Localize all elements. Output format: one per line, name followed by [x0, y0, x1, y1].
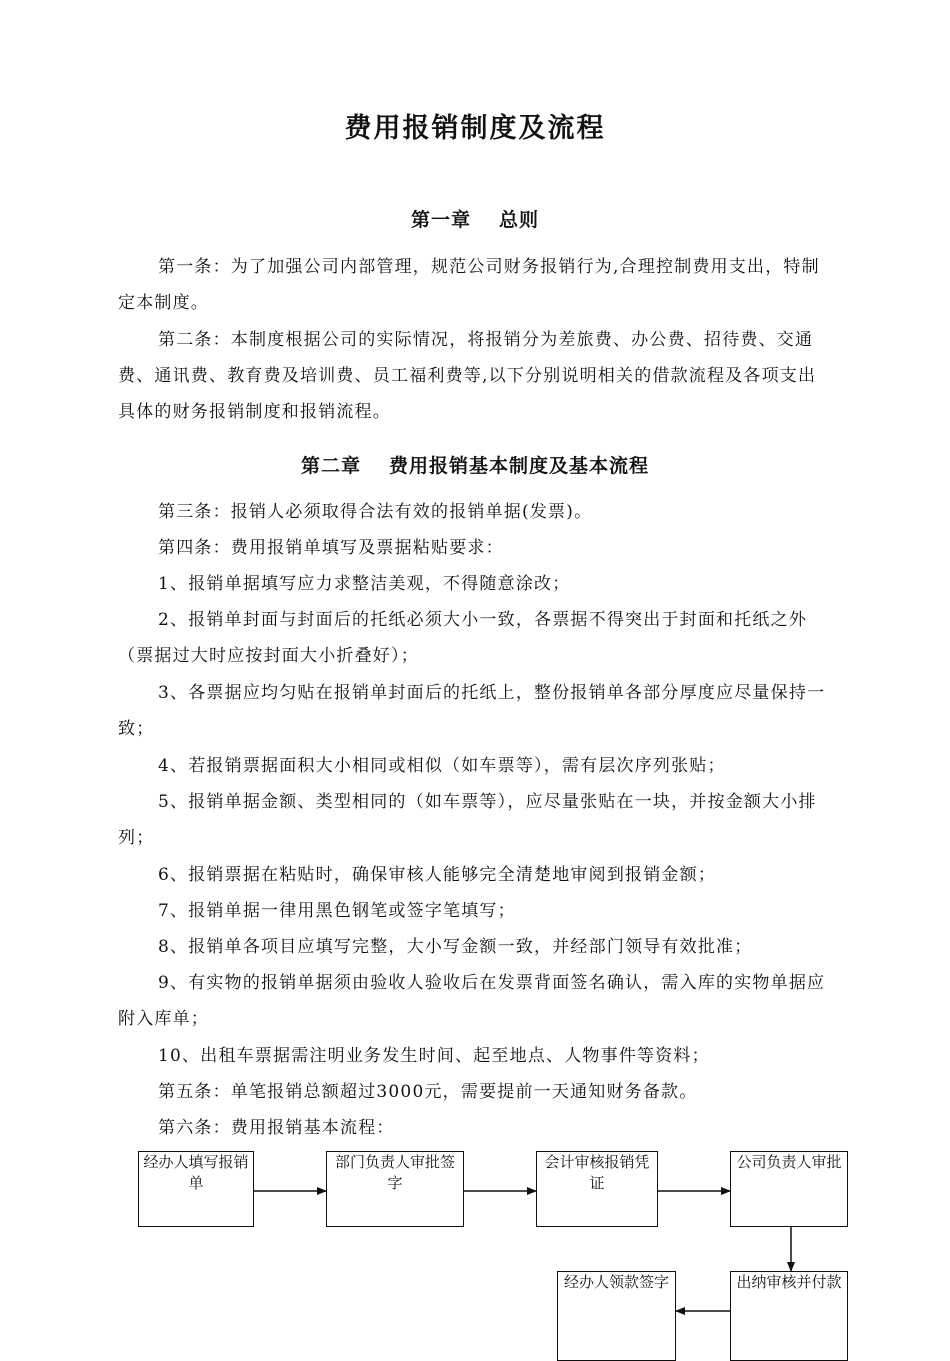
page-title: 费用报销制度及流程: [344, 113, 606, 144]
requirement-item-7: 7、报销单据一律用黑色钢笔或签字笔填写；: [158, 901, 516, 921]
flow-step-collect-sign: 经办人领款签字: [557, 1271, 676, 1361]
flow-step-fill-form: 经办人填写报销单: [138, 1151, 254, 1227]
requirement-item-6: 6、报销票据在粘贴时，确保审核人能够完全清楚地审阅到报销金额；: [158, 865, 717, 885]
requirement-item-8: 8、报销单各项目应填写完整，大小写金额一致，并经部门领导有效批准；: [158, 937, 753, 957]
chapter-1-name: 总则: [499, 209, 540, 231]
flow-step-company-approval: 公司负责人审批: [730, 1151, 848, 1227]
requirement-item-3: 3、各票据应均匀贴在报销单封面后的托纸上，整份报销单各部分厚度应尽量保持一致；: [118, 683, 826, 739]
article-4: 第四条：费用报销单填写及票据粘贴要求：: [158, 538, 504, 558]
chapter-2-number: 第二章: [300, 455, 361, 477]
article-5: 第五条：单笔报销总额超过3000元，需要提前一天通知财务备款。: [158, 1082, 698, 1102]
requirement-item-9: 9、有实物的报销单据须由验收人验收后在发票背面签名确认，需入库的实物单据应附入库单；: [118, 973, 826, 1029]
flow-step-cashier-payment: 出纳审核并付款: [730, 1271, 848, 1361]
flow-step-accounting-review: 会计审核报销凭证: [536, 1151, 658, 1227]
requirement-item-1: 1、报销单据填写应力求整洁美观，不得随意涂改；: [158, 574, 571, 594]
flow-step-dept-approval: 部门负责人审批签字: [326, 1151, 464, 1227]
article-1: 第一条：为了加强公司内部管理，规范公司财务报销行为,合理控制费用支出，特制定本制度。: [118, 257, 820, 313]
requirement-item-4: 4、若报销票据面积大小相同或相似（如车票等），需有层次序列张贴；: [158, 756, 726, 776]
article-6: 第六条：费用报销基本流程：: [158, 1118, 395, 1138]
requirement-item-10: 10、出租车票据需注明业务发生时间、起至地点、人物事件等资料；: [158, 1046, 710, 1066]
chapter-2-name: 费用报销基本制度及基本流程: [389, 455, 650, 477]
chapter-1-number: 第一章: [410, 209, 471, 231]
requirement-item-2: 2、报销单封面与封面后的托纸必须大小一致，各票据不得突出于封面和托纸之外（票据过大时应按封面大小折叠好）；: [118, 610, 808, 666]
article-3: 第三条：报销人必须取得合法有效的报销单据(发票)。: [158, 502, 593, 522]
article-2: 第二条：本制度根据公司的实际情况，将报销分为差旅费、办公费、招待费、交通费、通讯费、教育费及培训费、员工福利费等,以下分别说明相关的借款流程及各项支出具体的财务报销制度和报销流程。: [118, 330, 817, 422]
requirement-item-5: 5、报销单据金额、类型相同的（如车票等），应尽量张贴在一块，并按金额大小排列；: [118, 792, 817, 848]
